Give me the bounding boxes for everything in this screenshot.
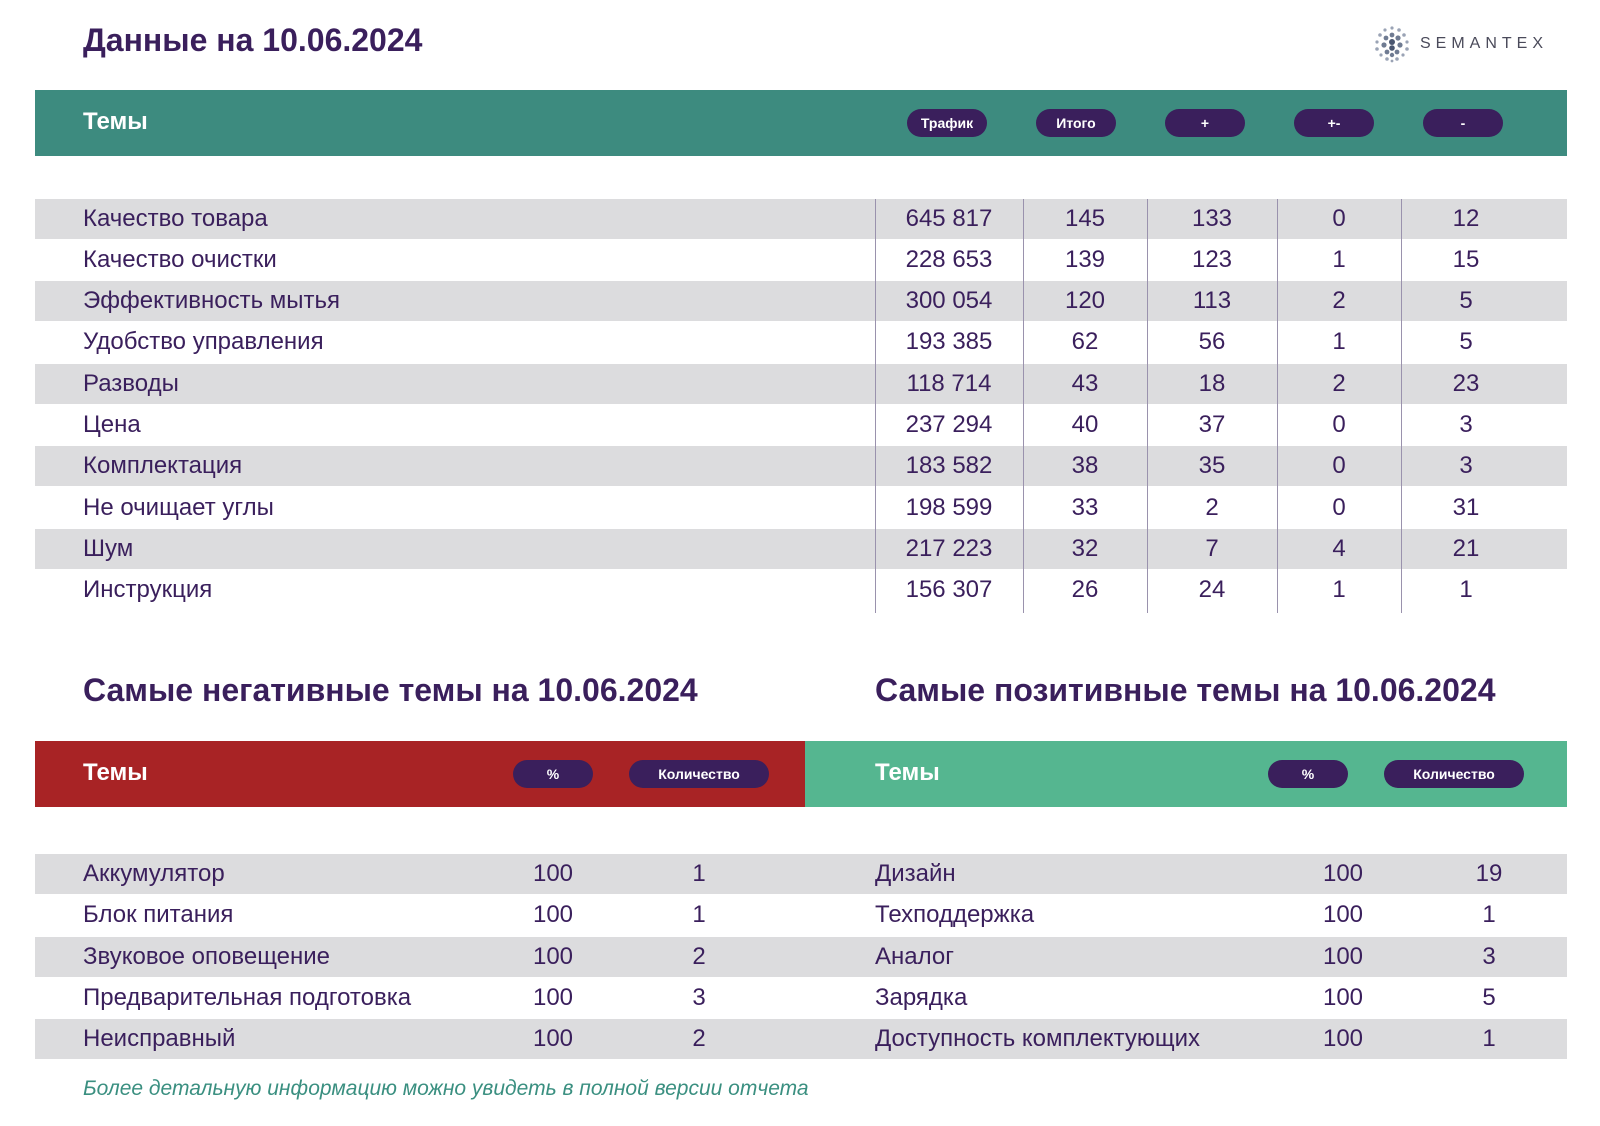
- total-cell: 43: [1071, 370, 1099, 397]
- neutral-cell: 0: [1332, 205, 1346, 232]
- main-header-label: Темы: [83, 108, 148, 135]
- plus-cell: 37: [1198, 411, 1226, 438]
- column-pill-plus: +: [1165, 109, 1245, 137]
- plus-cell: 123: [1191, 246, 1233, 273]
- negative-count-cell: 3: [692, 984, 706, 1011]
- minus-cell: 23: [1452, 370, 1480, 397]
- plus-cell: 113: [1192, 287, 1232, 314]
- negative-theme-cell: Звуковое оповещение: [83, 943, 331, 970]
- theme-cell: Не очищает углы: [83, 494, 274, 521]
- positive-count-cell: 3: [1482, 943, 1496, 970]
- traffic-cell: 193 385: [905, 328, 993, 355]
- negative-percent-cell: 100: [532, 984, 574, 1011]
- minus-cell: 31: [1452, 494, 1480, 521]
- table-row: [35, 240, 1567, 280]
- total-cell: 62: [1071, 328, 1099, 355]
- total-cell: 33: [1071, 494, 1099, 521]
- page-title: Данные на 10.06.2024: [83, 22, 423, 58]
- positive-count-cell: 1: [1482, 901, 1496, 928]
- minus-cell: 5: [1459, 328, 1473, 355]
- minus-cell: 15: [1452, 246, 1480, 273]
- positive-percent-cell: 100: [1322, 1025, 1364, 1052]
- positive-percent-cell: 100: [1322, 943, 1364, 970]
- main-table-header: [35, 90, 1567, 156]
- total-cell: 145: [1064, 205, 1106, 232]
- negative-header-label: Темы: [83, 759, 148, 786]
- traffic-cell: 183 582: [905, 452, 993, 479]
- negative-count-cell: 1: [692, 901, 706, 928]
- negative-theme-cell: Предварительная подготовка: [83, 984, 412, 1011]
- theme-cell: Цена: [83, 411, 141, 438]
- negative-theme-cell: Неисправный: [83, 1025, 236, 1052]
- table-row: [35, 446, 1567, 486]
- positive-percent-cell: 100: [1322, 901, 1364, 928]
- positive-theme-cell: Доступность комплектующих: [875, 1025, 1201, 1052]
- plus-cell: 35: [1198, 452, 1226, 479]
- negative-count-cell: 1: [692, 860, 706, 887]
- table-row: [35, 529, 1567, 569]
- column-pill-total: Итого: [1036, 109, 1116, 137]
- traffic-cell: 300 054: [905, 287, 993, 314]
- table-row: [35, 854, 1567, 894]
- minus-cell: 5: [1459, 287, 1473, 314]
- positive-header-label: Темы: [875, 759, 940, 786]
- positive-theme-cell: Аналог: [875, 943, 954, 970]
- negative-percent-cell: 100: [532, 901, 574, 928]
- positive-pill-count: Количество: [1384, 760, 1524, 788]
- table-row: [35, 322, 1567, 362]
- theme-cell: Эффективность мытья: [83, 287, 341, 314]
- negative-table-header: [35, 741, 805, 807]
- positive-percent-cell: 100: [1322, 984, 1364, 1011]
- column-divider: [875, 199, 876, 613]
- negative-count-cell: 2: [692, 1025, 706, 1052]
- semantex-logo: [1372, 24, 1548, 64]
- minus-cell: 21: [1452, 535, 1480, 562]
- negative-percent-cell: 100: [532, 943, 574, 970]
- traffic-cell: 237 294: [905, 411, 993, 438]
- column-divider: [1023, 199, 1024, 613]
- table-row: [35, 405, 1567, 445]
- theme-cell: Инструкция: [83, 576, 213, 603]
- semantex-logo-icon: [1372, 24, 1412, 64]
- theme-cell: Качество очистки: [83, 246, 277, 273]
- total-cell: 120: [1064, 287, 1106, 314]
- neutral-cell: 0: [1332, 494, 1346, 521]
- positive-count-cell: 1: [1482, 1025, 1496, 1052]
- traffic-cell: 217 223: [905, 535, 993, 562]
- neutral-cell: 0: [1332, 452, 1346, 479]
- positive-count-cell: 19: [1475, 860, 1503, 887]
- total-cell: 139: [1064, 246, 1106, 273]
- traffic-cell: 156 307: [905, 576, 993, 603]
- theme-cell: Разводы: [83, 370, 179, 397]
- plus-cell: 133: [1191, 205, 1233, 232]
- positive-pill-percent: %: [1268, 760, 1348, 788]
- table-row: [35, 1019, 1567, 1059]
- neutral-cell: 1: [1332, 576, 1346, 603]
- table-row: [35, 895, 1567, 935]
- negative-pill-count: Количество: [629, 760, 769, 788]
- negative-section-title: Самые негативные темы на 10.06.2024: [83, 672, 698, 708]
- traffic-cell: 228 653: [905, 246, 993, 273]
- logo-text: SEMANTEX: [1420, 35, 1549, 52]
- total-cell: 26: [1071, 576, 1099, 603]
- neutral-cell: 0: [1332, 411, 1346, 438]
- minus-cell: 3: [1459, 452, 1473, 479]
- table-row: [35, 199, 1567, 239]
- negative-theme-cell: Блок питания: [83, 901, 234, 928]
- plus-cell: 7: [1205, 535, 1219, 562]
- theme-cell: Шум: [83, 535, 134, 562]
- plus-cell: 56: [1198, 328, 1226, 355]
- column-divider: [1401, 199, 1402, 613]
- column-divider: [1147, 199, 1148, 613]
- total-cell: 38: [1071, 452, 1099, 479]
- positive-percent-cell: 100: [1322, 860, 1364, 887]
- total-cell: 32: [1071, 535, 1099, 562]
- neutral-cell: 4: [1332, 535, 1346, 562]
- minus-cell: 12: [1452, 205, 1480, 232]
- table-row: [35, 978, 1567, 1018]
- theme-cell: Качество товара: [83, 205, 268, 232]
- column-divider: [1277, 199, 1278, 613]
- table-row: [35, 488, 1567, 528]
- positive-table-header: [805, 741, 1567, 807]
- negative-percent-cell: 100: [532, 1025, 574, 1052]
- traffic-cell: 118 714: [906, 370, 992, 397]
- negative-count-cell: 2: [692, 943, 706, 970]
- neutral-cell: 1: [1332, 246, 1346, 273]
- minus-cell: 3: [1459, 411, 1473, 438]
- table-row: [35, 281, 1567, 321]
- plus-cell: 2: [1205, 494, 1219, 521]
- table-row: [35, 937, 1567, 977]
- plus-cell: 24: [1198, 576, 1226, 603]
- positive-theme-cell: Дизайн: [875, 860, 956, 887]
- column-pill-traffic: Трафик: [907, 109, 987, 137]
- minus-cell: 1: [1459, 576, 1473, 603]
- neutral-cell: 2: [1332, 370, 1346, 397]
- theme-cell: Комплектация: [83, 452, 243, 479]
- negative-pill-percent: %: [513, 760, 593, 788]
- theme-cell: Удобство управления: [83, 328, 324, 355]
- column-pill-minus: -: [1423, 109, 1503, 137]
- footnote: Более детальную информацию можно увидеть в полной версии отчета: [83, 1077, 809, 1100]
- table-row: [35, 570, 1567, 610]
- positive-section-title: Самые позитивные темы на 10.06.2024: [875, 672, 1496, 708]
- column-pill-neutral: +-: [1294, 109, 1374, 137]
- table-row: [35, 364, 1567, 404]
- negative-percent-cell: 100: [532, 860, 574, 887]
- total-cell: 40: [1071, 411, 1099, 438]
- traffic-cell: 198 599: [905, 494, 993, 521]
- neutral-cell: 2: [1332, 287, 1346, 314]
- positive-theme-cell: Зарядка: [875, 984, 968, 1011]
- neutral-cell: 1: [1332, 328, 1346, 355]
- negative-theme-cell: Аккумулятор: [83, 860, 225, 887]
- traffic-cell: 645 817: [905, 205, 993, 232]
- positive-count-cell: 5: [1482, 984, 1496, 1011]
- plus-cell: 18: [1198, 370, 1226, 397]
- positive-theme-cell: Техподдержка: [875, 901, 1035, 928]
